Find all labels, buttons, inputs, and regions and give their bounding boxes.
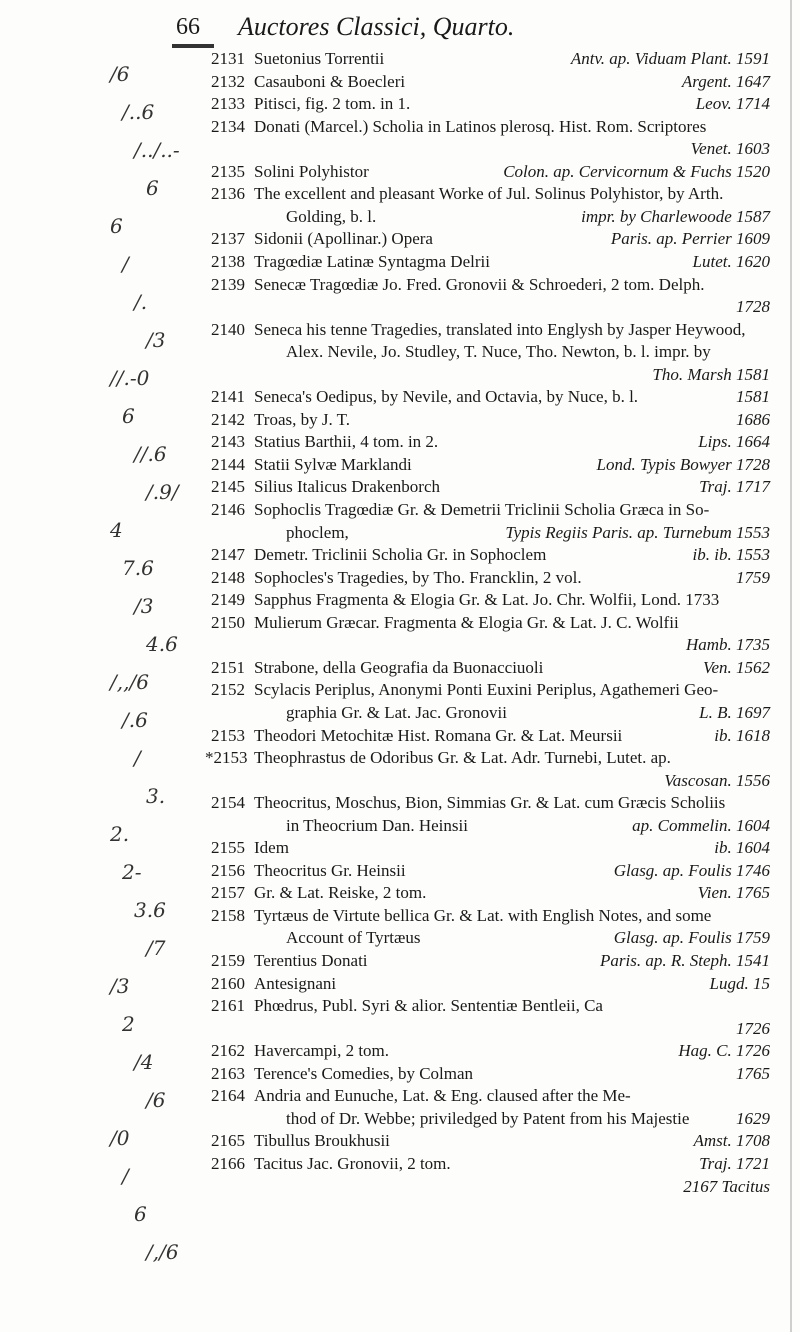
entry-imprint: Traj. 1721 [699, 1153, 770, 1173]
catalogue-line [0, 138, 800, 160]
margin-note: /0 [110, 1126, 130, 1150]
entry-imprint: Colon. ap. Cervicornum & Fuchs 1520 [503, 161, 770, 181]
entry-number: 2141 [211, 387, 245, 407]
entry-title: Terence's Comedies, by Colman [254, 1063, 474, 1083]
entry-imprint: Vascosan. 1556 [664, 770, 770, 790]
entry-title: Mulierum Græcar. Fragmenta & Elogia Gr. & Lat. J. C. Wolfii [254, 612, 679, 632]
entry-title: Troas, by J. T. [254, 409, 351, 429]
catalogue-line [0, 567, 800, 589]
page-title: Auctores Classici, Quarto. [238, 12, 515, 41]
entry-imprint: 1726 [736, 1018, 770, 1038]
catalogue-line [0, 296, 800, 318]
entry-imprint: Lugd. 15 [709, 973, 770, 993]
entry-number: 2163 [211, 1063, 245, 1083]
catalogue-line [0, 116, 800, 138]
entry-imprint: Paris. ap. R. Steph. 1541 [600, 951, 770, 970]
catalogue-line [0, 770, 800, 792]
margin-note: 2 [122, 1012, 135, 1036]
entry-title: Alex. Nevile, Jo. Studley, T. Nuce, Tho. Newton, b. l. impr. by [286, 342, 711, 362]
entry-imprint: 1765 [736, 1063, 770, 1083]
entry-imprint: ib. ib. 1553 [692, 545, 770, 565]
entry-imprint: impr. by Charlewoode 1587 [581, 206, 770, 226]
catalogue-line [0, 544, 800, 566]
entry-imprint: ap. Commelin. 1604 [632, 815, 770, 835]
entry-number: 2140 [211, 319, 245, 339]
entry-imprint: Lond. Typis Bowyer 1728 [596, 454, 770, 474]
margin-note: /6 [146, 1088, 166, 1112]
entry-title: Tacitus Jac. Gronovii, 2 tom. [254, 1153, 451, 1173]
entry-number: 2146 [211, 500, 245, 519]
entry-number: 2143 [211, 432, 245, 452]
margin-note: /../..- [134, 138, 180, 162]
entry-title: Silius Italicus Drakenborch [254, 477, 441, 497]
margin-note: 6 [110, 214, 123, 238]
entry-imprint: L. B. 1697 [699, 702, 770, 722]
margin-note: /7 [146, 936, 166, 960]
margin-note: / [122, 252, 129, 276]
catalogue-line [0, 1063, 800, 1085]
entry-title: Demetr. Triclinii Scholia Gr. in Sophoclem [254, 545, 547, 565]
entry-imprint: Leov. 1714 [695, 94, 770, 114]
entry-imprint: Tho. Marsh 1581 [652, 364, 770, 384]
catalogue-line [0, 702, 800, 724]
catalogue-line [0, 725, 800, 747]
margin-note: 6 [122, 404, 135, 428]
entry-number: 2145 [211, 477, 245, 497]
margin-note: /3 [134, 594, 154, 618]
entry-imprint: 1759 [736, 567, 770, 587]
entry-number: 2135 [211, 161, 245, 181]
entry-title: Gr. & Lat. Reiske, 2 tom. [254, 883, 427, 903]
entry-number: 2159 [211, 951, 245, 970]
entry-title: Phœdrus, Publ. Syri & alior. Sententiæ Bentleii, Ca [254, 996, 603, 1016]
margin-note: /.6 [122, 708, 148, 732]
entry-imprint: 1629 [736, 1108, 770, 1128]
entry-imprint: Typis Regiis Paris. ap. Turnebum 1553 [505, 522, 770, 542]
entry-title: Sophoclis Tragœdiæ Gr. & Demetrii Triclinii Scholia Græca in So- [254, 500, 710, 519]
margin-note: 6 [146, 176, 159, 200]
margin-note: /3 [146, 328, 166, 352]
entry-title: Theocritus, Moschus, Bion, Simmias Gr. & Lat. cum Græcis Scholiis [254, 793, 726, 813]
entry-title: graphia Gr. & Lat. Jac. Gronovii [286, 702, 507, 722]
entry-number: 2144 [211, 454, 245, 474]
entry-number: 2158 [211, 905, 245, 925]
entry-number: 2136 [211, 184, 245, 204]
page-number: 66 [176, 14, 200, 40]
entry-number: 2162 [211, 1041, 245, 1061]
margin-note: 7.6 [122, 556, 154, 580]
entry-number: 2139 [211, 274, 245, 294]
entry-title: Sidonii (Apollinar.) Opera [254, 229, 433, 249]
catalogue-line [0, 612, 800, 634]
margin-note: /3 [110, 974, 130, 998]
catalogue-line [0, 161, 800, 183]
entry-title: Donati (Marcel.) Scholia in Latinos plerosq. Hist. Rom. Scriptores [254, 116, 707, 136]
entry-title: Tyrtæus de Virtute bellica Gr. & Lat. with English Notes, and some [254, 905, 712, 925]
entry-title: Statius Barthii, 4 tom. in 2. [254, 432, 439, 452]
margin-note: 3. [146, 784, 166, 808]
entry-number: 2156 [211, 860, 245, 880]
catalogue-line [0, 882, 800, 904]
catalogue-line [0, 409, 800, 431]
entry-imprint: Vien. 1765 [697, 883, 770, 903]
entry-imprint: Hamb. 1735 [685, 635, 770, 655]
entry-imprint: Antv. ap. Viduam Plant. 1591 [570, 49, 770, 68]
catalogue-line [0, 995, 800, 1017]
entry-number: 2153 [211, 725, 245, 745]
entry-title: Antesignani [254, 973, 337, 993]
entry-number: 2148 [211, 567, 245, 587]
entry-title: Idem [254, 838, 289, 858]
entry-imprint: Ven. 1562 [702, 657, 770, 677]
margin-note: / [134, 746, 141, 770]
entry-title: Tragœdiæ Latinæ Syntagma Delrii [254, 251, 490, 271]
catalogue-line [0, 1153, 800, 1175]
entry-title: Pitisci, fig. 2 tom. in 1. [254, 94, 411, 114]
entry-title: Andria and Eunuche, Lat. & Eng. claused after the Me- [254, 1086, 631, 1106]
entry-number: 2160 [211, 973, 245, 993]
catalogue-line [0, 341, 800, 363]
entry-title: Scylacis Periplus, Anonymi Ponti Euxini Periplus, Agathemeri Geo- [254, 680, 719, 700]
entry-imprint: Glasg. ap. Foulis 1746 [613, 860, 770, 880]
entry-number: 2151 [211, 657, 245, 677]
catalogue-line [0, 93, 800, 115]
margin-note: //.-0 [110, 366, 150, 390]
margin-note: 4 [110, 518, 123, 542]
entry-number: 2150 [211, 612, 245, 632]
catalogue-line [0, 747, 800, 769]
entry-title: Seneca's Oedipus, by Nevile, and Octavia, by Nuce, b. l. [254, 387, 639, 407]
entry-number: 2155 [211, 838, 245, 858]
entry-number: 2161 [211, 996, 245, 1016]
margin-note: /4 [134, 1050, 154, 1074]
page-header [0, 6, 800, 46]
entry-imprint: ib. 1604 [714, 838, 770, 858]
entry-imprint: 2167 Tacitus [683, 1176, 770, 1196]
entry-title: thod of Dr. Webbe; priviledged by Patent from his Majestie [286, 1108, 690, 1128]
entry-title: in Theocrium Dan. Heinsii [286, 815, 468, 835]
entry-imprint: 1686 [736, 409, 770, 429]
entry-imprint: Venet. 1603 [690, 139, 770, 159]
entry-title: Theophrastus de Odoribus Gr. & Lat. Adr. Turnebi, Lutet. ap. [254, 748, 671, 768]
entry-imprint: ib. 1618 [714, 725, 770, 745]
entry-number: 2164 [211, 1086, 245, 1106]
catalogue-line [0, 1018, 800, 1040]
entry-number: 2134 [211, 116, 245, 136]
entry-imprint: Amst. 1708 [693, 1131, 770, 1151]
margin-note: /. [134, 290, 148, 314]
entry-imprint: Lips. 1664 [698, 432, 770, 452]
catalogue-line [0, 183, 800, 205]
catalogue-line [0, 589, 800, 611]
entry-number: 2165 [211, 1131, 245, 1151]
catalogue-line [0, 251, 800, 273]
entry-imprint: Hag. C. 1726 [678, 1041, 770, 1061]
margin-note: //.6 [134, 442, 167, 466]
catalogue-line [0, 905, 800, 927]
catalogue-line [0, 274, 800, 296]
entry-title: Solini Polyhistor [254, 161, 369, 181]
margin-note: 4.6 [146, 632, 178, 656]
entry-number: 2157 [211, 883, 245, 903]
catalogue-line [0, 454, 800, 476]
entry-title: Seneca his tenne Tragedies, translated into Englysh by Jasper Heywood, [254, 319, 746, 339]
entry-number: *2153 [205, 748, 248, 768]
margin-note: 3.6 [134, 898, 166, 922]
entry-title: Account of Tyrtæus [286, 928, 421, 948]
margin-note: /.9/ [146, 480, 179, 504]
catalogue-line [0, 1085, 800, 1107]
entry-imprint: Traj. 1717 [699, 477, 770, 497]
entry-imprint: Glasg. ap. Foulis 1759 [613, 928, 770, 948]
catalogue-line [0, 860, 800, 882]
margin-note: /,,/6 [110, 670, 149, 694]
margin-note: / [122, 1164, 129, 1188]
margin-note: /6 [110, 62, 130, 86]
entry-number: 2149 [211, 590, 245, 610]
entry-number: 2142 [211, 409, 245, 429]
entry-imprint: 1728 [736, 297, 770, 317]
catalogue-line [0, 476, 800, 498]
entry-title: Golding, b. l. [286, 206, 377, 226]
entry-imprint: Lutet. 1620 [692, 251, 770, 271]
entry-imprint: Paris. ap. Perrier 1609 [610, 229, 770, 249]
entry-number: 2138 [211, 251, 245, 271]
catalogue-line [0, 634, 800, 656]
entry-number: 2152 [211, 680, 245, 700]
entry-imprint: Argent. 1647 [681, 71, 770, 91]
entry-number: 2147 [211, 545, 245, 565]
entry-imprint: 1581 [736, 387, 770, 407]
catalogue-line [0, 792, 800, 814]
catalogue-line [0, 1040, 800, 1062]
entry-title: Terentius Donati [254, 951, 368, 970]
entry-title: Theocritus Gr. Heinsii [254, 860, 406, 880]
margin-note: 2. [110, 822, 130, 846]
entry-title: phoclem, [286, 522, 349, 542]
entry-title: Theodori Metochitæ Hist. Romana Gr. & Lat. Meursii [254, 725, 623, 745]
entry-title: The excellent and pleasant Worke of Jul. Solinus Polyhistor, by Arth. [254, 184, 724, 204]
catalogue-line [0, 431, 800, 453]
entry-number: 2132 [211, 71, 245, 91]
entry-title: Strabone, della Geografia da Buonacciuoli [254, 657, 544, 677]
margin-note: 2- [122, 860, 142, 884]
catalogue-line [0, 1176, 800, 1198]
margin-note: /,/6 [146, 1240, 179, 1264]
margin-note: /..6 [122, 100, 155, 124]
entry-title: Tibullus Broukhusii [254, 1131, 390, 1151]
catalogue-line [0, 950, 800, 972]
entry-title: Statii Sylvæ Marklandi [254, 454, 412, 474]
entry-title: Sapphus Fragmenta & Elogia Gr. & Lat. Jo. Chr. Wolfii, Lond. 1733 [254, 590, 720, 610]
catalogue-line [0, 319, 800, 341]
entry-title: Senecæ Tragœdiæ Jo. Fred. Gronovii & Schroederi, 2 tom. Delph. [254, 274, 705, 294]
entry-title: Suetonius Torrentii [254, 49, 385, 68]
catalogue-line [0, 927, 800, 949]
entry-number: 2133 [211, 94, 245, 114]
entry-title: Sophocles's Tragedies, by Tho. Francklin, 2 vol. [254, 567, 582, 587]
entry-title: Casauboni & Boecleri [254, 71, 406, 91]
margin-note: 6 [134, 1202, 147, 1226]
entry-number: 2131 [211, 49, 245, 68]
entry-number: 2137 [211, 229, 245, 249]
entry-number: 2154 [211, 793, 245, 813]
entry-number: 2166 [211, 1153, 245, 1173]
entry-title: Havercampi, 2 tom. [254, 1041, 390, 1061]
